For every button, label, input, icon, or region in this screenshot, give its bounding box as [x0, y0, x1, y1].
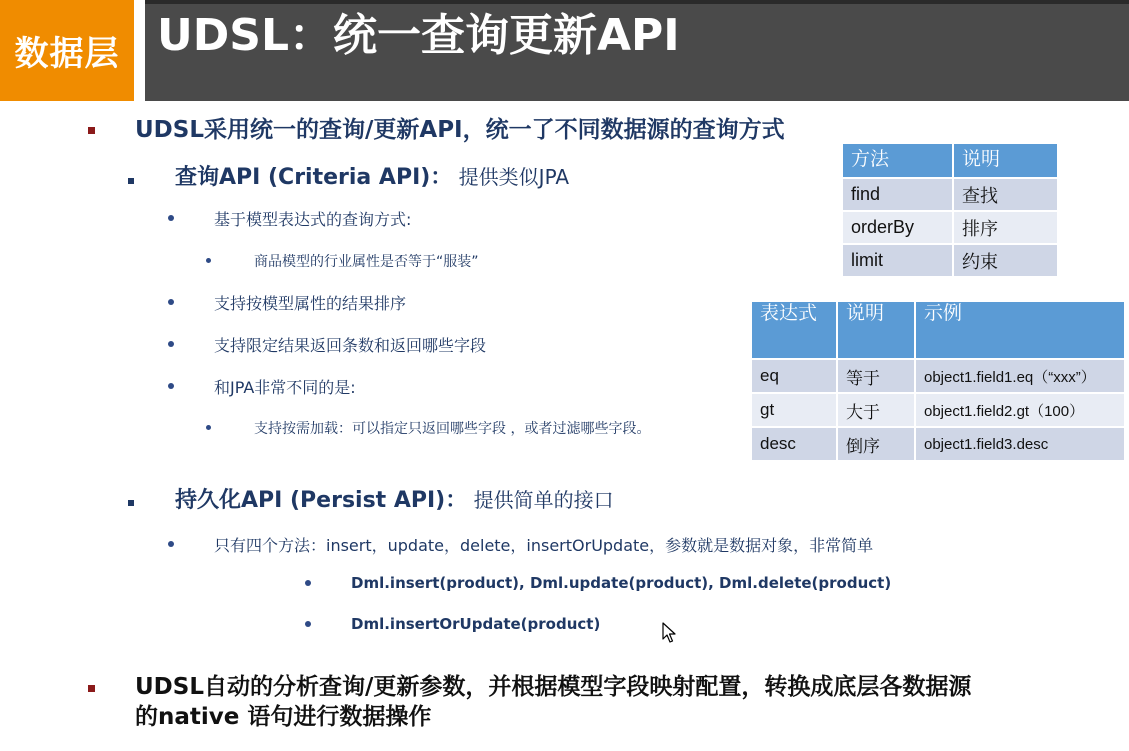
bullet-marker — [305, 580, 311, 586]
table-cell: eq — [751, 359, 837, 393]
table-cell: object1.field1.eq（“xxx”） — [915, 359, 1125, 393]
table-header-cell: 方法 — [842, 143, 953, 178]
table-row — [842, 211, 1058, 244]
persist-api-desc: 提供简单的接口 — [467, 488, 614, 512]
bullet-marker — [206, 425, 211, 430]
table-cell: 等于 — [837, 359, 915, 393]
table-header-cell: 表达式 — [751, 301, 837, 359]
bullet-dml-insert-or-update: Dml.insertOrUpdate(product) — [351, 615, 601, 633]
table-cell: desc — [751, 427, 837, 461]
mouse-pointer-icon — [662, 622, 678, 644]
slide-title: UDSL：统一查询更新API — [157, 10, 680, 61]
bullet-marker — [168, 215, 174, 221]
bullet-marker — [88, 685, 95, 692]
bullet-example-clothing: 商品模型的行业属性是否等于“服装” — [254, 254, 479, 270]
table-row — [751, 393, 1125, 427]
bullet-auto-analysis-line2: 的native 语句进行数据操作 — [135, 704, 432, 730]
methods-table — [841, 142, 1059, 278]
bullet-marker — [168, 299, 174, 305]
bullet-four-methods: 只有四个方法：insert，update，delete，insertOrUpdate，参数就是数据对象，非常简单 — [214, 536, 874, 555]
section-tag: 数据层 — [0, 0, 134, 101]
table-row — [842, 178, 1058, 211]
table-cell: 大于 — [837, 393, 915, 427]
bullet-marker — [128, 178, 134, 184]
bullet-persist-api — [175, 483, 614, 514]
table-header-cell: 说明 — [953, 143, 1058, 178]
bullet-criteria-api — [175, 160, 569, 191]
criteria-api-label: 查询API (Criteria API)： — [175, 165, 453, 190]
table-header-cell: 示例 — [915, 301, 1125, 359]
table-cell: limit — [842, 244, 953, 277]
bullet-marker — [168, 341, 174, 347]
persist-api-label: 持久化API (Persist API)： — [175, 488, 468, 513]
table-cell: orderBy — [842, 211, 953, 244]
table-header-row — [842, 143, 1058, 178]
table-cell: 查找 — [953, 178, 1058, 211]
expression-table — [750, 300, 1126, 462]
table-row — [751, 359, 1125, 393]
table-row — [751, 427, 1125, 461]
bullet-marker — [206, 258, 211, 263]
table-cell: 约束 — [953, 244, 1058, 277]
bullet-marker — [168, 383, 174, 389]
criteria-api-desc: 提供类似JPA — [452, 165, 570, 189]
header-gap — [134, 0, 145, 101]
table-header-row — [751, 301, 1125, 359]
bullet-marker — [305, 621, 311, 627]
header-strip — [145, 0, 1129, 4]
bullet-model-expression: 基于模型表达式的查询方式: — [214, 210, 412, 229]
table-cell: 倒序 — [837, 427, 915, 461]
bullet-jpa-diff: 和JPA非常不同的是: — [214, 378, 356, 397]
bullet-auto-analysis-line1: UDSL自动的分析查询/更新参数，并根据模型字段映射配置，转换成底层各数据源 — [135, 674, 972, 700]
bullet-marker — [128, 500, 134, 506]
bullet-sort: 支持按模型属性的结果排序 — [214, 294, 407, 313]
table-cell: find — [842, 178, 953, 211]
table-cell: object1.field3.desc — [915, 427, 1125, 461]
bullet-marker — [88, 127, 95, 134]
bullet-udsl-api: UDSL采用统一的查询/更新API，统一了不同数据源的查询方式 — [135, 117, 785, 143]
table-cell: object1.field2.gt（100） — [915, 393, 1125, 427]
bullet-marker — [168, 541, 174, 547]
bullet-lazy-load: 支持按需加载：可以指定只返回哪些字段 ，或者过滤哪些字段。 — [254, 421, 651, 437]
table-row — [842, 244, 1058, 277]
table-header-cell: 说明 — [837, 301, 915, 359]
bullet-dml-examples: Dml.insert(product), Dml.update(product), Dml.delete(product) — [351, 574, 892, 592]
table-cell: 排序 — [953, 211, 1058, 244]
table-cell: gt — [751, 393, 837, 427]
bullet-limit-fields: 支持限定结果返回条数和返回哪些字段 — [214, 336, 487, 355]
